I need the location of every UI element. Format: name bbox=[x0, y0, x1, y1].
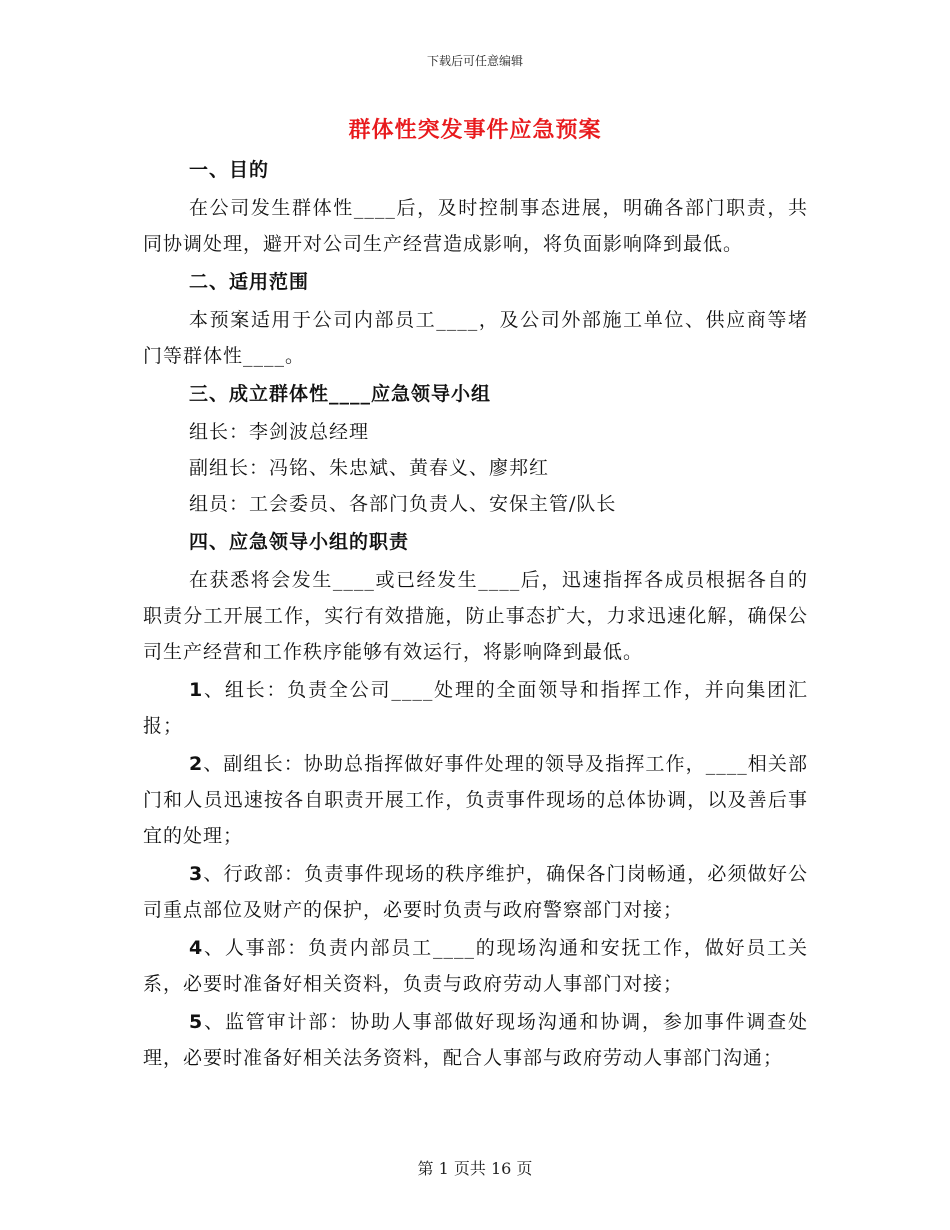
item-number: 5 bbox=[189, 1011, 204, 1033]
leader-line: 组长：李剑波总经理 bbox=[189, 421, 370, 443]
paragraph: 在公司发生群体性____后，及时控制事态进展，明确各部门职责，共同协调处理，避开对公司生产经营造成影响，将负面影响降到最低。 bbox=[143, 197, 808, 255]
item-text: 、行政部：负责事件现场的秩序维护，确保各门岗畅通，必须做好公司重点部位及财产的保护，必要时负责与政府警察部门对接； bbox=[143, 863, 808, 921]
item-number: 4 bbox=[189, 937, 204, 959]
list-item bbox=[143, 746, 808, 854]
document-body bbox=[143, 152, 808, 1076]
page-footer: 第 1 页共 16 页 bbox=[417, 1159, 533, 1178]
item-text: 、人事部：负责内部员工____的现场沟通和安抚工作，做好员工关系，必要时准备好相关资料，负责与政府劳动人事部门对接； bbox=[143, 937, 808, 995]
list-item bbox=[143, 1004, 808, 1076]
item-text: 、监管审计部：协助人事部做好现场沟通和协调，参加事件调查处理，必要时准备好相关法务资料，配合人事部与政府劳动人事部门沟通； bbox=[143, 1011, 808, 1069]
item-text: 、组长：负责全公司____处理的全面领导和指挥工作，并向集团汇报； bbox=[143, 679, 808, 737]
header-note: 下载后可任意编辑 bbox=[426, 54, 523, 68]
section-heading-4: 四、应急领导小组的职责 bbox=[189, 531, 410, 553]
item-number: 3 bbox=[189, 863, 204, 885]
members-line: 组员：工会委员、各部门负责人、安保主管/队长 bbox=[189, 493, 617, 515]
list-item bbox=[143, 856, 808, 928]
deputy-line: 副组长：冯铭、朱忠斌、黄春义、廖邦红 bbox=[189, 457, 550, 479]
list-item bbox=[143, 672, 808, 744]
list-item bbox=[143, 930, 808, 1002]
section-heading-1: 一、目的 bbox=[189, 159, 270, 181]
document-title: 群体性突发事件应急预案 bbox=[348, 117, 602, 143]
item-text: 、副组长：协助总指挥做好事件处理的领导及指挥工作，____相关部门和人员迅速按各自职责开展工作，负责事件现场的总体协调，以及善后事宜的处理； bbox=[143, 753, 808, 847]
item-number: 1 bbox=[189, 679, 204, 701]
section-heading-2: 二、适用范围 bbox=[189, 271, 310, 293]
section-heading-3: 三、成立群体性____应急领导小组 bbox=[189, 383, 492, 405]
paragraph: 本预案适用于公司内部员工____，及公司外部施工单位、供应商等堵门等群体性____。 bbox=[143, 309, 808, 367]
paragraph: 在获悉将会发生____或已经发生____后，迅速指挥各成员根据各自的职责分工开展工作，实行有效措施，防止事态扩大，力求迅速化解，确保公司生产经营和工作秩序能够有效运行，将影响降到最低。 bbox=[143, 569, 808, 663]
item-number: 2 bbox=[189, 753, 204, 775]
